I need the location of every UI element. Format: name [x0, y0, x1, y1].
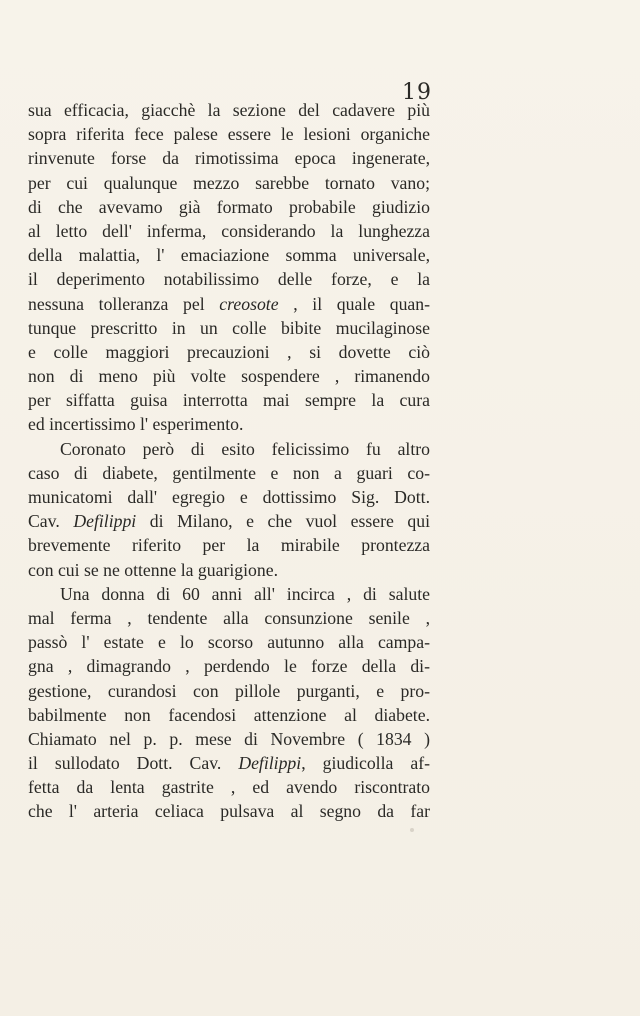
text-line-with-italic — [28, 292, 430, 316]
text-line: brevemente riferito per la mirabile prontezza — [28, 535, 430, 556]
text-line: tunque prescritto in un colle bibite mucilaginose — [28, 317, 430, 338]
line-segment: Cav. — [28, 511, 74, 532]
text-line: fetta da lenta gastrite , ed avendo riscontrato — [28, 777, 430, 798]
line-segment: nessuna tolleranza pel — [28, 293, 220, 314]
text-line: e colle maggiori precauzioni , si dovette ciò — [28, 341, 430, 362]
text-line: sua efficacia, giacchè la sezione del cadavere più — [28, 100, 430, 120]
text-line: al letto dell' inferma, considerando la lunghezza — [28, 220, 430, 241]
text-line: Una donna di 60 anni all' incirca , di salute — [60, 583, 430, 604]
text-line: ed incertissimo l' esperimento. — [28, 414, 244, 435]
page-number: 19 — [402, 80, 432, 105]
text-line: Coronato però di esito felicissimo fu altro — [60, 438, 430, 459]
text-line: passò l' estate e lo scorso autunno alla campa- — [28, 632, 430, 653]
body-text — [28, 98, 430, 824]
text-line: mal ferma , tendente alla consunzione senile , — [28, 607, 430, 628]
italic-name: Defilippi — [73, 511, 137, 532]
text-line: Chiamato nel p. p. mese di Novembre ( 1834 ) — [28, 728, 430, 749]
text-line: con cui se ne ottenne la guarigione. — [28, 559, 278, 580]
text-line: municatomi dall' egregio e dottissimo Sig. Dott. — [28, 487, 430, 507]
text-line: per siffatta guisa interrotta mai sempre la cura — [28, 390, 430, 411]
text-line: per cui qualunque mezzo sarebbe tornato vano; — [28, 172, 430, 193]
italic-term: creosote — [219, 293, 279, 314]
line-segment: il sullodato Dott. Cav. — [28, 753, 239, 774]
text-line: gestione, curandosi con pillole purganti, e pro- — [28, 680, 430, 701]
text-line: gna , dimagrando , perdendo le forze della di- — [28, 656, 430, 677]
text-line: che l' arteria celiaca pulsava al segno da far — [28, 801, 430, 822]
line-segment: , il quale quan- — [278, 293, 430, 314]
text-line-with-italic — [28, 751, 430, 775]
text-line: caso di diabete, gentilmente e non a guari co- — [28, 462, 430, 483]
italic-name: Defilippi — [238, 753, 302, 774]
text-line: il deperimento notabilissimo delle forze, e la — [28, 269, 430, 290]
text-line-with-italic — [28, 509, 430, 533]
text-line: rinvenute forse da rimotissima epoca ingenerate, — [28, 148, 430, 169]
text-line: della malattia, l' emaciazione somma universale, — [28, 245, 430, 266]
text-line: sopra riferita fece palese essere le lesioni organiche — [28, 124, 430, 145]
text-line: di che avevamo già formato probabile giudizio — [28, 196, 430, 217]
paper-speck — [410, 828, 414, 832]
line-segment: , giudicolla af- — [301, 753, 430, 774]
text-line: non di meno più volte sospendere , rimanendo — [28, 366, 430, 387]
text-line: babilmente non facendosi attenzione al diabete. — [28, 704, 430, 725]
line-segment: di Milano, e che vuol essere qui — [136, 511, 430, 532]
